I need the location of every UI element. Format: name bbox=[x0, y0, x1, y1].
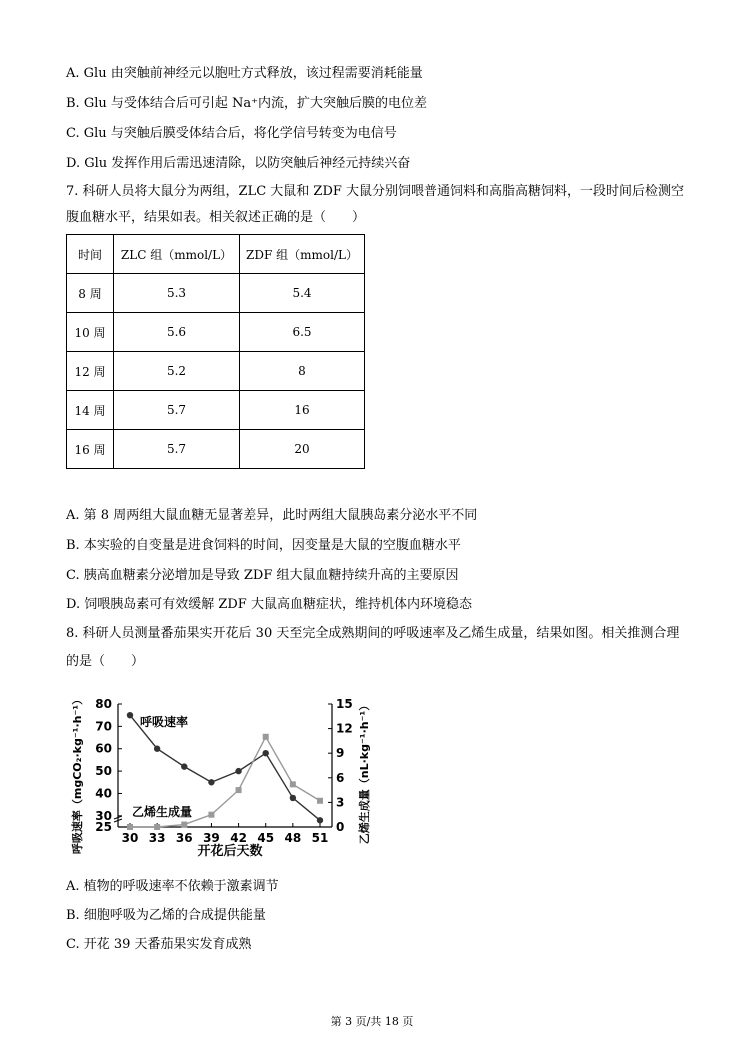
y-right-tick-label: 3 bbox=[336, 795, 345, 810]
q8-option-b: B. 细胞呼吸为乙烯的合成提供能量 bbox=[66, 908, 266, 923]
respiration-point bbox=[290, 795, 296, 801]
respiration-ethylene-chart bbox=[68, 694, 388, 862]
x-tick-label: 33 bbox=[148, 831, 166, 845]
y-right-tick-label: 6 bbox=[336, 770, 345, 785]
q7-stem-line2: 腹血糖水平，结果如表。相关叙述正确的是（ ） bbox=[66, 210, 366, 225]
table-cell: 20 bbox=[240, 430, 365, 469]
y-left-tick-label: 40 bbox=[95, 786, 112, 801]
q8-stem-line2: 的是（ ） bbox=[66, 654, 145, 669]
y-left-tick-label: 70 bbox=[95, 719, 112, 734]
table-cell: 14 周 bbox=[67, 391, 114, 430]
x-axis-label: 开花后天数 bbox=[197, 844, 263, 859]
table-cell: 16 周 bbox=[67, 430, 114, 469]
q7-option-a: A. 第 8 周两组大鼠血糖无显著差异，此时两组大鼠胰岛素分泌水平不同 bbox=[66, 508, 478, 523]
q6-option-d: D. Glu 发挥作用后需迅速清除，以防突触后神经元持续兴奋 bbox=[66, 156, 411, 171]
y-right-tick-label: 9 bbox=[336, 746, 345, 761]
table-cell: 5.6 bbox=[114, 313, 240, 352]
y-left-tick-label: 30 bbox=[95, 808, 112, 823]
glucose-table bbox=[66, 234, 365, 469]
table-cell: 5.2 bbox=[114, 352, 240, 391]
table-cell: 8 周 bbox=[67, 274, 114, 313]
q6-option-a: A. Glu 由突触前神经元以胞吐方式释放，该过程需要消耗能量 bbox=[66, 66, 423, 81]
ethylene-point bbox=[208, 812, 214, 818]
x-tick-label: 51 bbox=[311, 831, 329, 845]
table-cell: 5.4 bbox=[240, 274, 365, 313]
y-left-tick-label: 25 bbox=[95, 820, 112, 834]
q7-stem-line1: 7. 科研人员将大鼠分为两组，ZLC 大鼠和 ZDF 大鼠分别饲喂普通饲料和高脂高糖饲料，一段时间后检测空 bbox=[66, 184, 685, 199]
q8-option-c: C. 开花 39 天番茄果实发育成熟 bbox=[66, 937, 252, 952]
respiration-point bbox=[208, 779, 214, 785]
series-label-respiration: 呼吸速率 bbox=[140, 715, 189, 729]
ethylene-point bbox=[263, 734, 269, 740]
q6-option-c: C. Glu 与突触后膜受体结合后，将化学信号转变为电信号 bbox=[66, 126, 397, 141]
y-right-tick-label: 0 bbox=[336, 820, 345, 834]
q8-option-a: A. 植物的呼吸速率不依赖于激素调节 bbox=[66, 879, 279, 894]
ethylene-point bbox=[181, 822, 187, 828]
table-row bbox=[67, 313, 365, 352]
respiration-point bbox=[317, 817, 323, 823]
y-left-tick-label: 60 bbox=[95, 741, 112, 756]
q7-option-b: B. 本实验的自变量是进食饲料的时间，因变量是大鼠的空腹血糖水平 bbox=[66, 538, 461, 553]
table-cell: 10 周 bbox=[67, 313, 114, 352]
respiration-point bbox=[263, 750, 269, 756]
x-tick-label: 39 bbox=[203, 831, 220, 845]
table-header-cell: ZLC 组（mmol/L） bbox=[114, 235, 240, 274]
ethylene-point bbox=[236, 787, 242, 793]
ethylene-point bbox=[154, 824, 160, 830]
y-right-tick-label: 12 bbox=[336, 721, 353, 736]
table-cell: 12 周 bbox=[67, 352, 114, 391]
y-left-tick-label: 80 bbox=[95, 697, 112, 711]
x-tick-label: 48 bbox=[284, 831, 302, 845]
table-cell: 5.7 bbox=[114, 391, 240, 430]
table-cell: 6.5 bbox=[240, 313, 365, 352]
q6-option-b: B. Glu 与受体结合后可引起 Na⁺内流，扩大突触后膜的电位差 bbox=[66, 96, 427, 111]
series-label-ethylene: 乙烯生成量 bbox=[132, 805, 193, 819]
respiration-point bbox=[181, 763, 187, 769]
q8-stem-line1: 8. 科研人员测量番茄果实开花后 30 天至完全成熟期间的呼吸速率及乙烯生成量，结果如图。相关推测合理 bbox=[66, 626, 680, 641]
y-axis-left-label: 呼吸速率（mgCO₂·kg⁻¹·h⁻¹） bbox=[71, 694, 84, 855]
y-left-tick-label: 50 bbox=[95, 764, 112, 779]
ethylene-point bbox=[317, 798, 323, 804]
x-tick-label: 36 bbox=[175, 831, 193, 845]
table-row bbox=[67, 391, 365, 430]
x-tick-label: 30 bbox=[121, 831, 139, 845]
ethylene-point bbox=[127, 824, 133, 830]
table-row bbox=[67, 274, 365, 313]
table-cell: 8 bbox=[240, 352, 365, 391]
y-axis-right-label: 乙烯生成量（nL·kg⁻¹·h⁻¹） bbox=[358, 699, 371, 845]
table-cell: 5.7 bbox=[114, 430, 240, 469]
table-cell: 5.3 bbox=[114, 274, 240, 313]
q7-option-c: C. 胰高血糖素分泌增加是导致 ZDF 组大鼠血糖持续升高的主要原因 bbox=[66, 568, 459, 583]
respiration-point bbox=[154, 746, 160, 752]
table-header-row bbox=[67, 235, 365, 274]
page-footer: 第 3 页/共 18 页 bbox=[330, 1015, 414, 1028]
table-header-cell: 时间 bbox=[67, 235, 114, 274]
table-header-cell: ZDF 组（mmol/L） bbox=[240, 235, 365, 274]
table-row bbox=[67, 430, 365, 469]
respiration-point bbox=[127, 712, 133, 718]
respiration-point bbox=[235, 768, 241, 774]
x-tick-label: 42 bbox=[230, 831, 247, 845]
x-tick-label: 45 bbox=[257, 831, 275, 845]
y-right-tick-label: 15 bbox=[336, 697, 353, 711]
table-cell: 16 bbox=[240, 391, 365, 430]
table-row bbox=[67, 352, 365, 391]
q7-option-d: D. 饲喂胰岛素可有效缓解 ZDF 大鼠高血糖症状，维持机体内环境稳态 bbox=[66, 597, 472, 612]
ethylene-point bbox=[290, 781, 296, 787]
